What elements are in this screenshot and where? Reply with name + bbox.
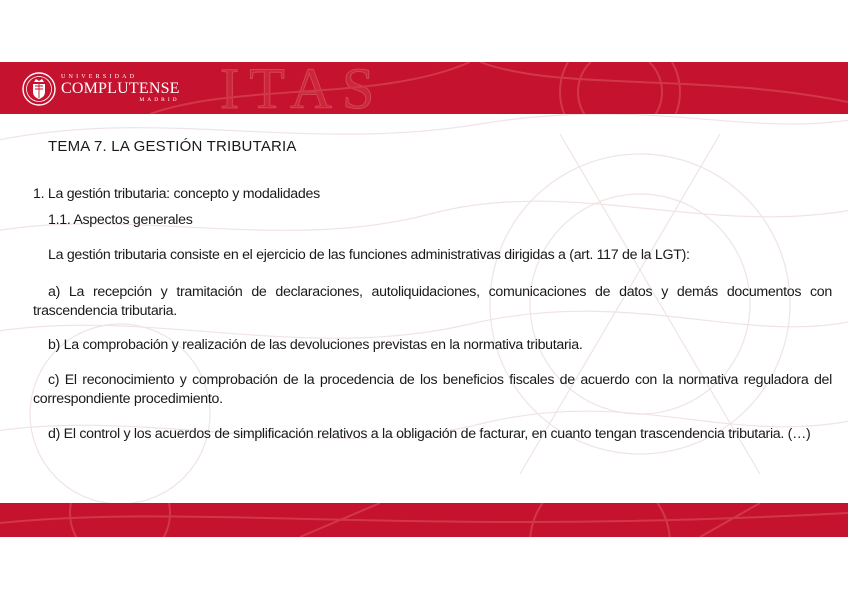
page-title: TEMA 7. LA GESTIÓN TRIBUTARIA [48,138,297,155]
list-item-a: a) La recepción y tramitación de declaraciones, autoliquidaciones, comunicaciones de datos y demás documentos con trascendencia tributaria. [33,284,832,319]
list-item-d: d) El control y los acuerdos de simplificación relativos a la obligación de facturar, en cuanto tengan trascendencia tributaria. (…) [48,426,811,442]
footer-watermark [0,503,848,537]
intro-paragraph: La gestión tributaria consiste en el ejercicio de las funciones administrativas dirigidas a (art. 117 de la LGT): [48,247,690,263]
list-item-c: c) El reconocimiento y comprobación de la procedencia de los beneficios fiscales de acuerdo con la normativa reguladora del correspondiente procedimiento. [33,372,832,407]
logo-city: MADRID [139,97,180,104]
section-heading: 1. La gestión tributaria: concepto y modalidades [33,186,320,202]
logo-name: COMPLUTENSE [61,80,180,98]
logo-university-label: UNIVERSIDAD [61,74,138,81]
university-seal-icon [22,72,56,106]
university-logo [22,72,180,106]
list-item-b: b) La comprobación y realización de las devoluciones previstas en la normativa tributaria. [48,337,583,353]
footer-band [0,503,848,537]
subsection-heading: 1.1. Aspectos generales [48,212,193,228]
svg-text:ITAS: ITAS [220,62,385,114]
